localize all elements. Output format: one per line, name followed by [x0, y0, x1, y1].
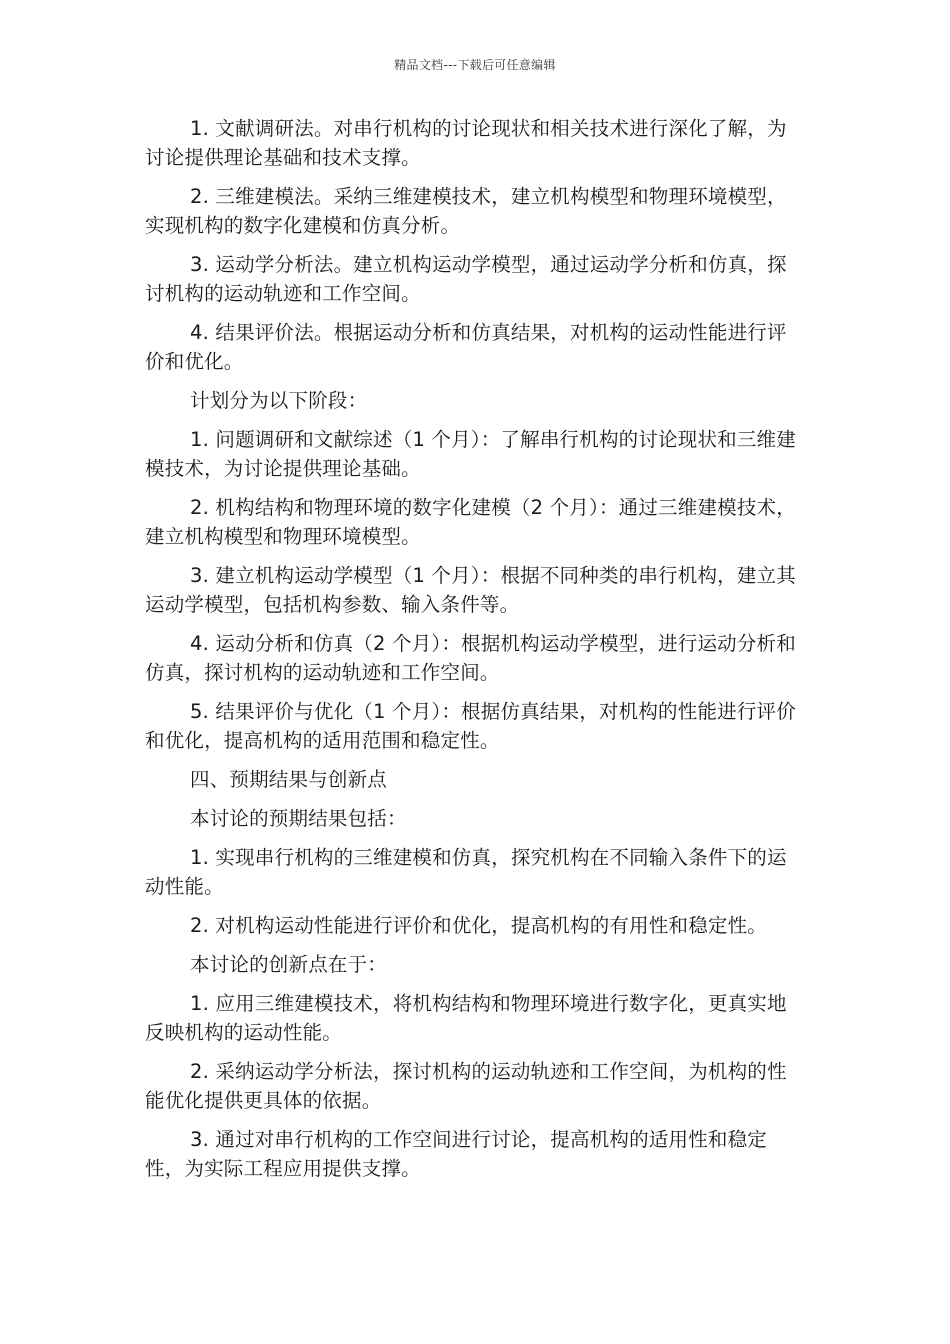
paragraph-stage-3: 3. 建立机构运动学模型（1 个月）：根据不同种类的串行机构，建立其运动学模型，包括机构参数、输入条件等。: [145, 564, 796, 616]
paragraph-stage-2: 2. 机构结构和物理环境的数字化建模（2 个月）：通过三维建模技术，建立机构模型和物理环境模型。: [145, 496, 796, 548]
paragraph-innovation-2: 2. 采纳运动学分析法，探讨机构的运动轨迹和工作空间，为机构的性能优化提供更具体的依据。: [145, 1060, 787, 1112]
paragraph-innovation-intro: 本讨论的创新点在于：: [190, 953, 388, 976]
paragraph-result-2: 2. 对机构运动性能进行评价和优化，提高机构的有用性和稳定性。: [190, 914, 768, 937]
paragraph-stage-5: 5. 结果评价与优化（1 个月）：根据仿真结果，对机构的性能进行评价和优化，提高机构的适用范围和稳定性。: [145, 700, 796, 752]
paragraph-stage-4: 4. 运动分析和仿真（2 个月）：根据机构运动学模型，进行运动分析和仿真，探讨机构的运动轨迹和工作空间。: [145, 632, 796, 684]
paragraph-method-kinematics: 3. 运动学分析法。建立机构运动学模型，通过运动学分析和仿真，探讨机构的运动轨迹和工作空间。: [145, 253, 787, 305]
section-heading-expected-results: 四、预期结果与创新点: [190, 768, 388, 791]
paragraph-method-3d-modeling: 2. 三维建模法。采纳三维建模技术，建立机构模型和物理环境模型，实现机构的数字化建模和仿真分析。: [145, 185, 787, 237]
document-body: [145, 114, 805, 1193]
paragraph-innovation-3: 3. 通过对串行机构的工作空间进行讨论，提高机构的适用性和稳定性，为实际工程应用提供支撑。: [145, 1128, 768, 1180]
paragraph-method-literature: 1. 文献调研法。对串行机构的讨论现状和相关技术进行深化了解，为讨论提供理论基础和技术支撑。: [145, 117, 787, 169]
paragraph-method-evaluation: 4. 结果评价法。根据运动分析和仿真结果，对机构的运动性能进行评价和优化。: [145, 321, 787, 373]
paragraph-results-intro: 本讨论的预期结果包括：: [190, 807, 407, 830]
page-header: 精品文档---下载后可任意编辑: [394, 58, 556, 72]
paragraph-plan-intro: 计划分为以下阶段：: [190, 389, 368, 412]
paragraph-stage-1: 1. 问题调研和文献综述（1 个月）：了解串行机构的讨论现状和三维建模技术，为讨论提供理论基础。: [145, 428, 796, 480]
paragraph-result-1: 1. 实现串行机构的三维建模和仿真，探究机构在不同输入条件下的运动性能。: [145, 846, 787, 898]
paragraph-innovation-1: 1. 应用三维建模技术，将机构结构和物理环境进行数字化，更真实地反映机构的运动性能。: [145, 992, 787, 1044]
